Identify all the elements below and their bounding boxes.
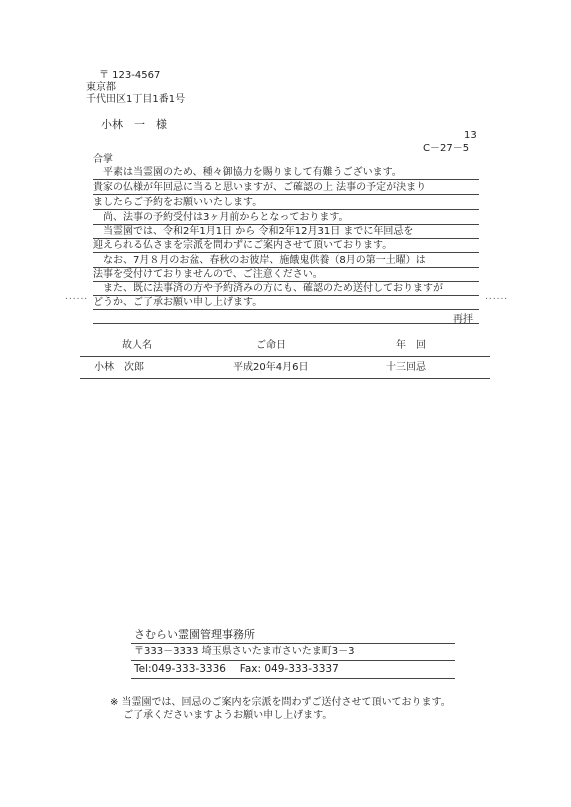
table-divider (80, 356, 490, 357)
letter-heading: 合掌 (93, 154, 113, 165)
letter-line-2: 貴家の仏様が年回忌に当ると思いますが、ご確認の上 法事の予定が決まり (93, 181, 479, 195)
letter-closing: 再拝 (453, 314, 473, 325)
office-name: さむらい霊園管理事務所 (134, 628, 255, 641)
table-cell-date: 平成20年4月6日 (233, 362, 309, 373)
office-line-2 (131, 660, 455, 661)
reference-number: 13 (464, 130, 477, 141)
letter-line-5: 当霊園では、令和2年1月1日 から 令和2年12月31日 までに年回忌を (93, 225, 479, 239)
letter-line-9: また、既に法事済の方や予約済みの方にも、確認のため送付しておりますが (93, 282, 479, 296)
letter-line-3: ましたらご予約をお願いいたします。 (93, 196, 479, 210)
office-line-3 (131, 678, 455, 679)
table-cell-name: 小林 次郎 (94, 362, 144, 373)
address-street: 千代田区1丁目1番1号 (86, 94, 186, 105)
postal-code: 〒 123-4567 (99, 70, 161, 81)
letter-blank-line (93, 310, 479, 324)
margin-dots-right: ...... (485, 292, 509, 302)
letter-line-10: どうか、ご了承お願い申し上げます。 (93, 296, 479, 310)
table-header-date: ご命日 (256, 340, 286, 351)
letter-line-6: 迎えられる仏さまを宗派を問わずにご案内させて頂いております。 (93, 239, 479, 253)
office-address: 〒333－3333 埼玉県さいたま市さいたま町3－3 (134, 646, 355, 657)
office-line-1 (131, 643, 455, 644)
letter-line-8: 法事を受付けておりませんので、ご注意ください。 (93, 268, 479, 282)
letter-line-4: 尚、法事の予約受付は3ヶ月前からとなっております。 (93, 211, 479, 225)
margin-dots-left: ...... (65, 292, 89, 302)
address-prefecture: 東京都 (86, 82, 116, 93)
recipient-name: 小林 一 様 (101, 118, 167, 131)
footnote-line-2: ご了承くださいますようお願い申し上げます。 (110, 710, 333, 721)
letter-line-1: 平素は当霊園のため、種々御協力を賜りまして有難うございます。 (93, 166, 479, 180)
table-cell-anniversary: 十三回忌 (386, 362, 426, 373)
table-header-anniversary: 年 回 (396, 340, 426, 351)
table-header-name: 故人名 (122, 340, 152, 351)
table-bottom-line (80, 378, 490, 379)
footnote-line-1: ※ 当霊園では、回忌のご案内を宗派を問わずご送付させて頂いております。 (110, 697, 451, 708)
letter-line-7: なお、7月８月のお盆、春秋のお彼岸、施餓鬼供養（8月の第一土曜）は (93, 254, 479, 268)
reference-code: C－27－5 (423, 143, 470, 154)
office-contact: Tel:049-333-3336 Fax: 049-333-3337 (134, 663, 339, 675)
